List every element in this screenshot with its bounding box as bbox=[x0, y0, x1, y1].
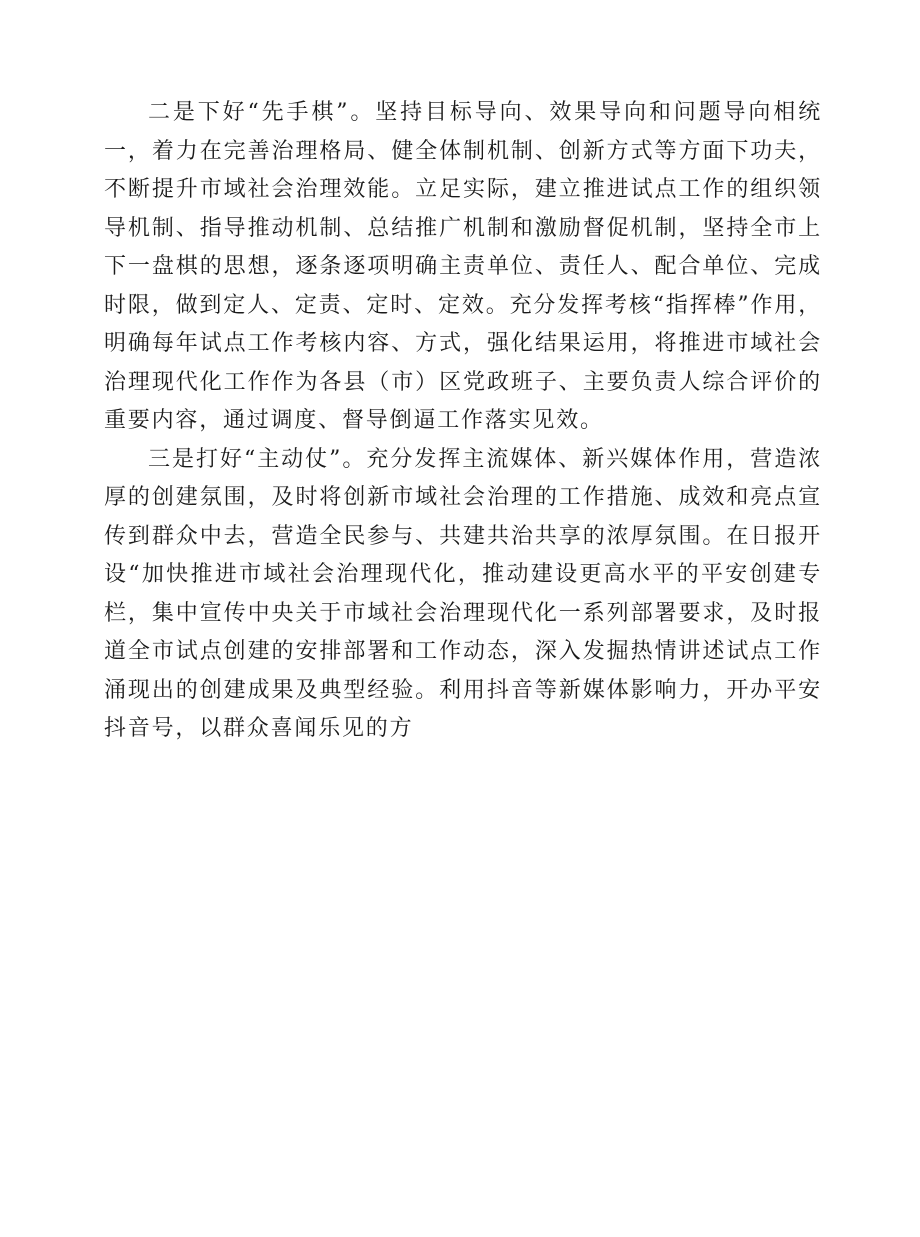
paragraph-active-battle: 三是打好“主动仗”。充分发挥主流媒体、新兴媒体作用，营造浓厚的创建氛围，及时将创新市域社会治理的工作措施、成效和亮点宣传到群众中去，营造全民参与、共建共治共享的浓厚氛围。在日报开设“加快推进市域社会治理现代化，推动建设更高水平的平安创建专栏，集中宣传中央关于市域社会治理现代化一系列部署要求，及时报道全市试点创建的安排部署和工作动态，深入发掘热情讲述试点工作涌现出的创建成果及典型经验。利用抖音等新媒体影响力，开办平安抖音号，以群众喜闻乐见的方 bbox=[104, 446, 822, 741]
paragraph-first-move: 二是下好“先手棋”。坚持目标导向、效果导向和问题导向相统一，着力在完善治理格局、健全体制机制、创新方式等方面下功夫，不断提升市域社会治理效能。立足实际，建立推进试点工作的组织领导机制、指导推动机制、总结推广机制和激励督促机制，坚持全市上下一盘棋的思想，逐条逐项明确主责单位、责任人、配合单位、完成时限，做到定人、定责、定时、定效。充分发挥考核“指挥棒”作用，明确每年试点工作考核内容、方式，强化结果运用，将推进市域社会治理现代化工作作为各县（市）区党政班子、主要负责人综合评价的重要内容，通过调度、督导倒逼工作落实见效。 bbox=[104, 100, 822, 433]
document-body bbox=[104, 94, 822, 749]
